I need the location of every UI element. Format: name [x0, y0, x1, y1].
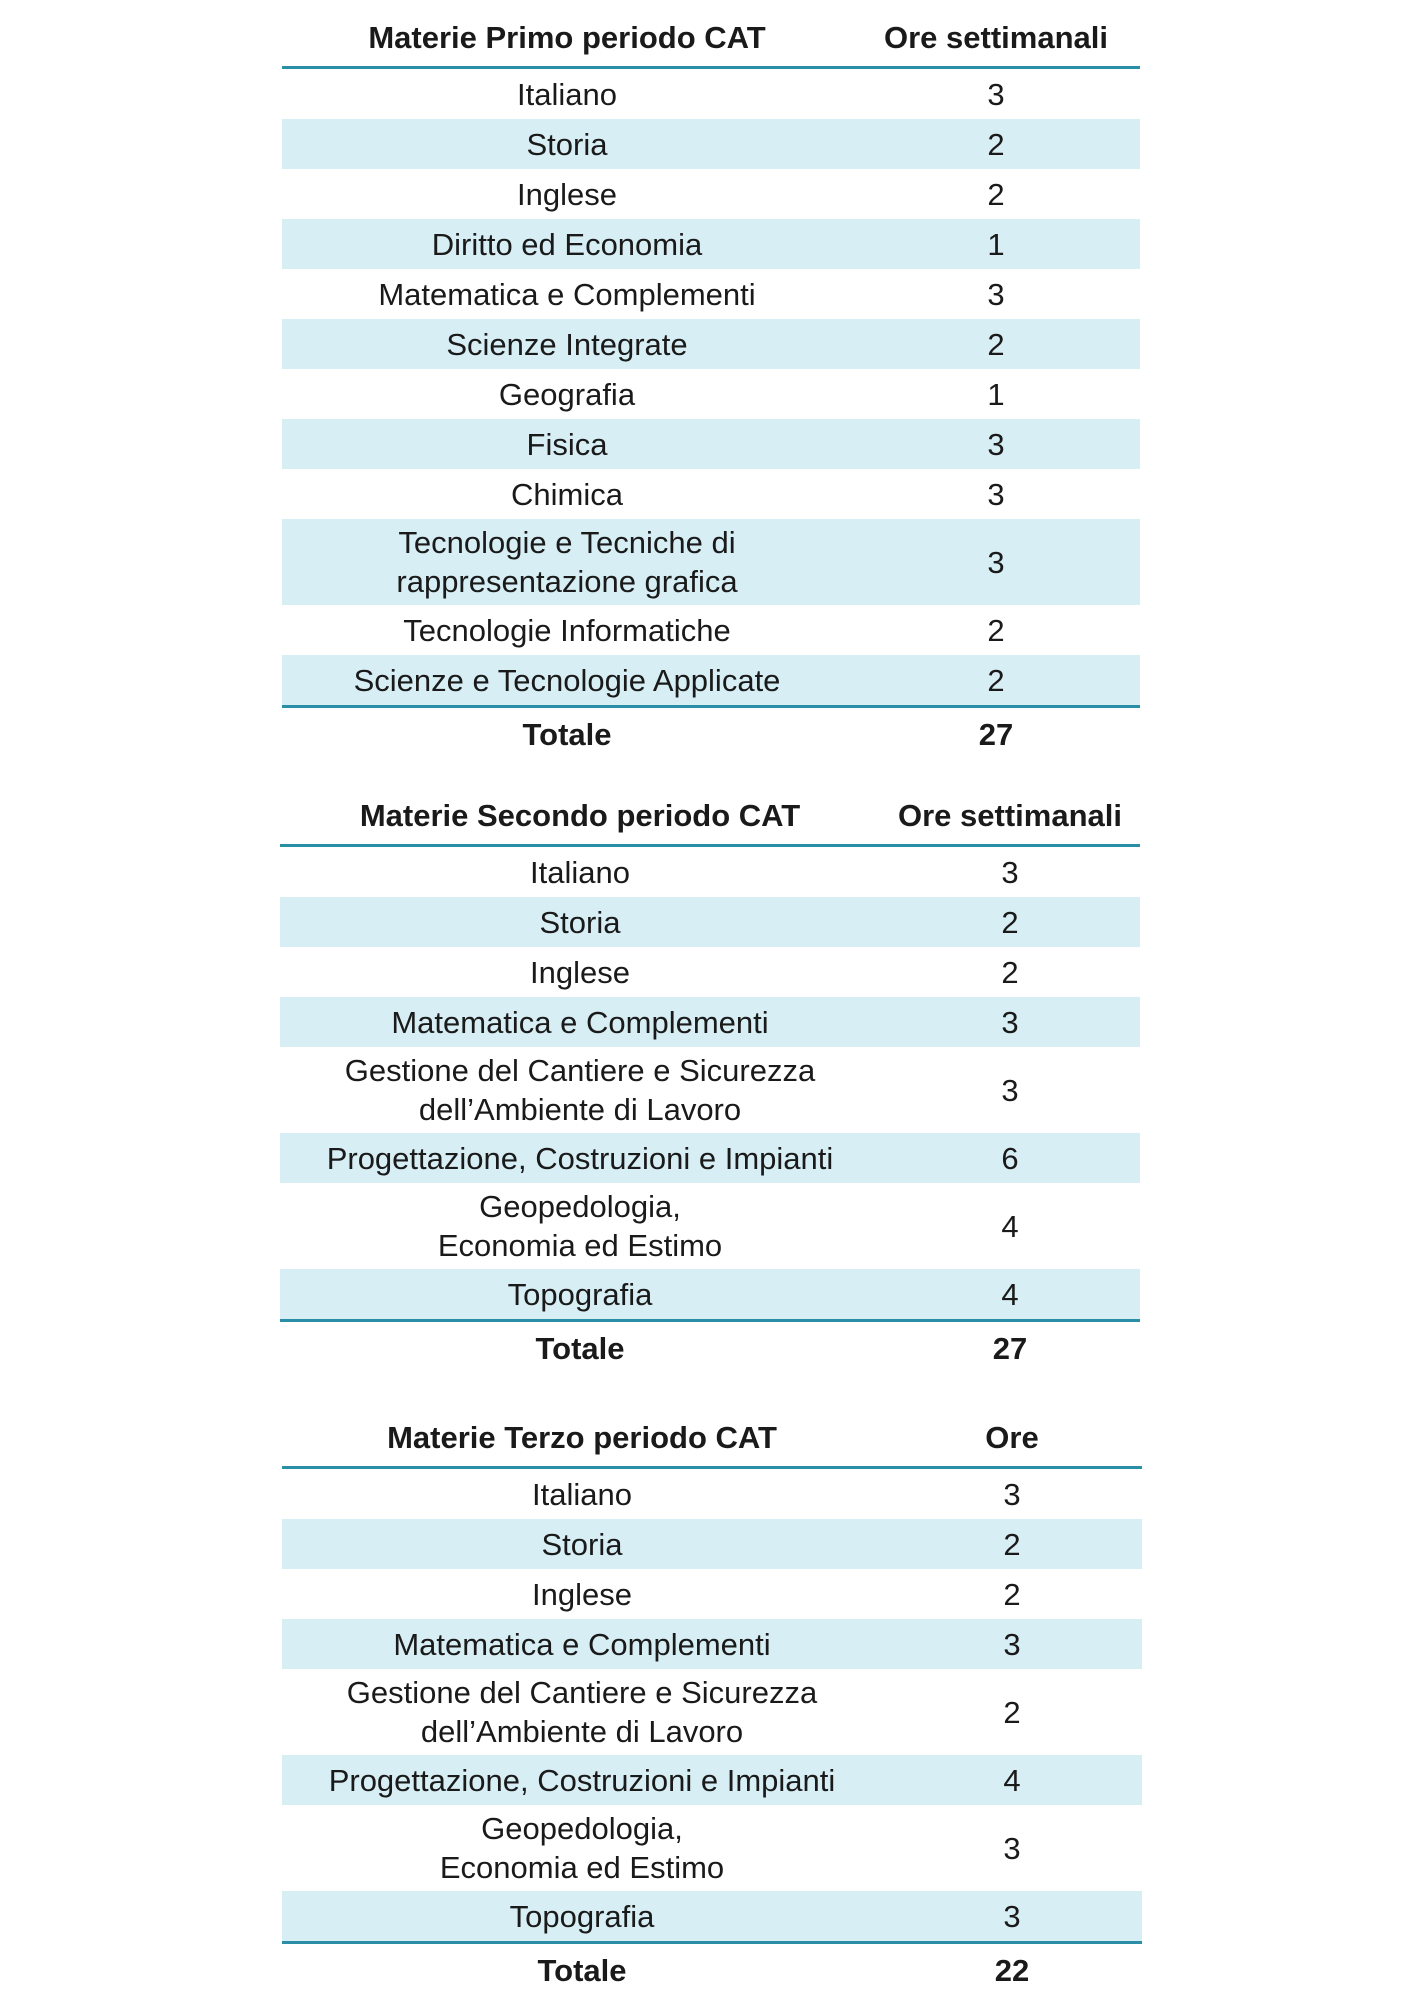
subject-cell: Italiano [517, 76, 617, 112]
table-row [280, 1133, 1140, 1183]
table-row [282, 1755, 1142, 1805]
hours-cell: 2 [880, 897, 1140, 947]
column-header-subject: Materie Secondo periodo CAT [280, 786, 880, 846]
table-row [282, 605, 1140, 655]
table-primo-periodo [282, 8, 1140, 761]
hours-cell: 4 [1001, 1208, 1019, 1244]
subject-cell: Geografia [498, 376, 636, 412]
table-row [282, 219, 1140, 269]
hours-cell: 3 [852, 419, 1140, 469]
table-row [282, 469, 1140, 519]
hours-cell: 4 [882, 1755, 1142, 1805]
subject-cell: Storia [282, 1519, 882, 1569]
table-row [280, 1269, 1140, 1321]
subject-cell: Inglese [530, 954, 630, 990]
subject-cell: Topografia [282, 1891, 882, 1943]
hours-cell: 3 [1001, 854, 1019, 890]
total-hours: 22 [882, 1943, 1142, 1998]
subject-cell: Progettazione, Costruzioni e Impianti [282, 1755, 882, 1805]
total-row [282, 1943, 1142, 1998]
table-header-row [282, 8, 1140, 68]
table-row [282, 419, 1140, 469]
hours-cell: 1 [987, 376, 1005, 412]
subject-cell: Italiano [532, 1476, 632, 1512]
hours-cell: 6 [880, 1133, 1140, 1183]
subject-cell: Topografia [280, 1269, 880, 1321]
hours-cell: 2 [852, 119, 1140, 169]
table-header-row [282, 1408, 1142, 1468]
table-row [282, 1805, 1142, 1891]
hours-cell: 3 [987, 276, 1005, 312]
hours-cell: 2 [1003, 1576, 1021, 1612]
subject-cell: Gestione del Cantiere e Sicurezza dell’Ambiente di Lavoro [344, 1053, 816, 1127]
subject-cell: Gestione del Cantiere e Sicurezza dell’Ambiente di Lavoro [346, 1675, 818, 1749]
hours-cell: 3 [882, 1891, 1142, 1943]
table-terzo-periodo [282, 1408, 1142, 1997]
table-row [280, 897, 1140, 947]
hours-cell: 3 [1003, 1830, 1021, 1866]
column-header-hours: Ore [882, 1408, 1142, 1468]
table-row [282, 169, 1140, 219]
hours-cell: 3 [1003, 1476, 1021, 1512]
table-row [280, 846, 1140, 898]
hours-cell: 3 [987, 476, 1005, 512]
hours-cell: 3 [882, 1619, 1142, 1669]
total-hours: 27 [852, 707, 1140, 762]
subject-cell: Matematica e Complementi [282, 1619, 882, 1669]
hours-cell: 2 [1001, 954, 1019, 990]
subject-cell: Tecnologie e Tecniche di rappresentazione grafica [282, 519, 852, 605]
hours-cell: 2 [852, 655, 1140, 707]
total-hours: 27 [880, 1321, 1140, 1376]
hours-cell: 2 [987, 176, 1005, 212]
subject-cell: Tecnologie Informatiche [403, 612, 731, 648]
table-row [282, 119, 1140, 169]
table-row [282, 1891, 1142, 1943]
column-header-hours: Ore settimanali [880, 786, 1140, 846]
hours-cell: 4 [880, 1269, 1140, 1321]
subject-cell: Geopedologia, Economia ed Estimo [439, 1811, 725, 1885]
total-label: Totale [282, 707, 852, 762]
hours-cell: 3 [987, 76, 1005, 112]
table-row [282, 369, 1140, 419]
table-row [280, 1047, 1140, 1133]
table-row [282, 655, 1140, 707]
table-row [282, 1569, 1142, 1619]
hours-cell: 2 [1003, 1694, 1021, 1730]
column-header-hours: Ore settimanali [852, 8, 1140, 68]
subject-cell: Inglese [517, 176, 617, 212]
table-row [280, 1183, 1140, 1269]
total-label: Totale [280, 1321, 880, 1376]
table-header-row [280, 786, 1140, 846]
hours-cell: 1 [852, 219, 1140, 269]
subject-cell: Fisica [282, 419, 852, 469]
total-label: Totale [282, 1943, 882, 1998]
subject-cell: Matematica e Complementi [280, 997, 880, 1047]
subject-cell: Scienze Integrate [282, 319, 852, 369]
subject-cell: Geopedologia, Economia ed Estimo [437, 1189, 723, 1263]
table-row [282, 519, 1140, 605]
total-row [280, 1321, 1140, 1376]
subject-cell: Inglese [532, 1576, 632, 1612]
subject-cell: Storia [282, 119, 852, 169]
table-row [280, 947, 1140, 997]
table-row [282, 269, 1140, 319]
hours-cell: 2 [882, 1519, 1142, 1569]
subject-cell: Scienze e Tecnologie Applicate [282, 655, 852, 707]
subject-cell: Storia [280, 897, 880, 947]
subject-cell: Diritto ed Economia [282, 219, 852, 269]
hours-cell: 3 [880, 997, 1140, 1047]
table-row [282, 68, 1140, 120]
table-row [282, 1669, 1142, 1755]
table-row [280, 997, 1140, 1047]
table-row [282, 1619, 1142, 1669]
subject-cell: Matematica e Complementi [378, 276, 756, 312]
hours-cell: 3 [852, 519, 1140, 605]
column-header-subject: Materie Terzo periodo CAT [282, 1408, 882, 1468]
hours-cell: 2 [987, 612, 1005, 648]
table-row [282, 319, 1140, 369]
table-row [282, 1468, 1142, 1520]
total-row [282, 707, 1140, 762]
subject-cell: Progettazione, Costruzioni e Impianti [280, 1133, 880, 1183]
hours-cell: 2 [852, 319, 1140, 369]
hours-cell: 3 [1001, 1072, 1019, 1108]
table-row [282, 1519, 1142, 1569]
subject-cell: Italiano [530, 854, 630, 890]
subject-cell: Chimica [511, 476, 623, 512]
column-header-subject: Materie Primo periodo CAT [282, 8, 852, 68]
table-secondo-periodo [280, 786, 1140, 1375]
